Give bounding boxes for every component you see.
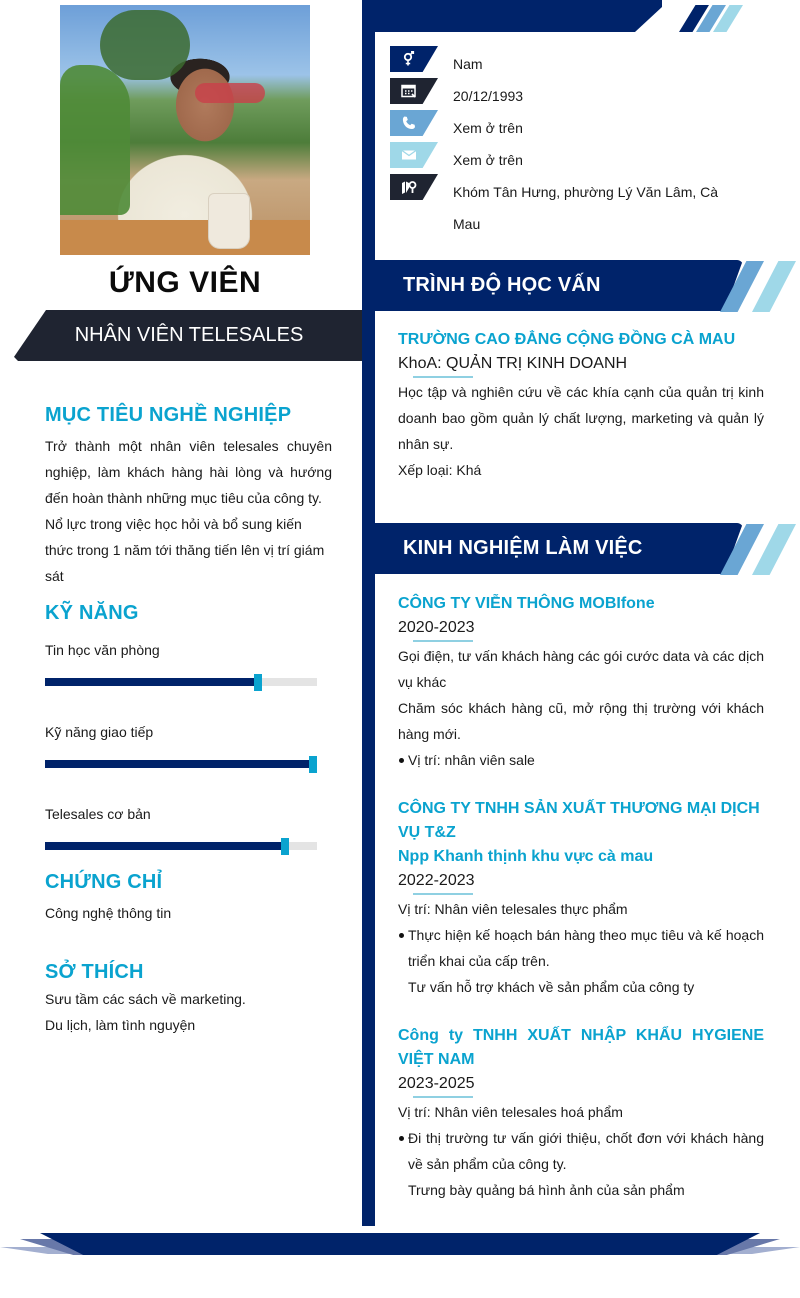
map-icon xyxy=(390,174,438,200)
job-bullet: Vị trí: nhân viên sale xyxy=(398,747,764,773)
skill-name: Telesales cơ bản xyxy=(45,806,151,822)
job-bullet: Thực hiện kế hoạch bán hàng theo mục tiêu và kế hoạch triển khai của cấp trên. xyxy=(398,922,764,974)
experience-entry xyxy=(398,797,764,1000)
hobbies-title: SỞ THÍCH xyxy=(45,961,144,983)
objective-title: MỤC TIÊU NGHỀ NGHIỆP xyxy=(45,404,292,426)
skill-bar-fill xyxy=(45,678,257,686)
job-period: 2020-2023 xyxy=(398,616,475,640)
top-banner xyxy=(362,0,662,32)
objective-text: Trở thành một nhân viên telesales chuyên nghiệp, làm khách hàng hài lòng và hướng đến hoàn thành những mục tiêu của công ty. xyxy=(45,438,332,506)
job-period: 2023-2025 xyxy=(398,1072,475,1096)
job-description: Chăm sóc khách hàng cũ, mở rộng thị trường với khách hàng mới. xyxy=(398,700,764,742)
certificates-title: CHỨNG CHỈ xyxy=(45,871,163,893)
skill-name: Kỹ năng giao tiếp xyxy=(45,724,154,740)
school-name: TRƯỜNG CAO ĐẲNG CỘNG ĐỒNG CÀ MAU xyxy=(398,331,736,348)
candidate-role: NHÂN VIÊN TELESALES xyxy=(74,324,304,346)
skill-bar xyxy=(45,760,317,768)
gender-value: Nam xyxy=(453,56,483,72)
skill-bar-handle xyxy=(254,674,262,691)
hobbies-section xyxy=(45,961,332,1038)
job-extra: Tư vấn hỗ trợ khách về sản phẩm của công ty xyxy=(408,979,695,995)
vertical-divider xyxy=(362,0,375,1226)
email-value: Xem ở trên xyxy=(453,152,523,168)
job-extra: Trưng bày quảng bá hình ảnh của sản phẩm xyxy=(408,1182,685,1198)
skill-item xyxy=(45,805,332,850)
experience-entry xyxy=(398,1024,764,1203)
education-title: TRÌNH ĐỘ HỌC VẤN xyxy=(403,274,601,296)
birthday-value: 20/12/1993 xyxy=(453,88,524,104)
certificates-section xyxy=(45,871,332,926)
skill-item xyxy=(45,641,332,686)
bottom-banner xyxy=(0,1233,800,1255)
education-entry xyxy=(398,328,764,483)
major: KhoA: QUẢN TRỊ KINH DOANH xyxy=(398,352,627,376)
job-position: Vị trí: Nhân viên telesales thực phẩm xyxy=(398,901,628,917)
candidate-photo xyxy=(60,5,310,255)
experience-entry xyxy=(398,592,764,773)
skill-name: Tin học văn phòng xyxy=(45,642,160,658)
phone-icon xyxy=(390,110,438,136)
experience-title: KINH NGHIỆM LÀM VIỆC xyxy=(403,537,643,559)
job-period: 2022-2023 xyxy=(398,869,475,893)
company-name: CÔNG TY TNHH SẢN XUẤT THƯƠNG MẠI DỊCH VỤ T&Z xyxy=(398,800,760,841)
skill-bar-handle xyxy=(281,838,289,855)
skill-bar-fill xyxy=(45,760,317,768)
certificate-item: Công nghệ thông tin xyxy=(45,905,172,921)
job-description: Gọi điện, tư vấn khách hàng các gói cước data và các dịch vụ khác xyxy=(398,648,764,690)
email-icon xyxy=(390,142,438,168)
skill-bar xyxy=(45,678,317,686)
company-branch: Npp Khanh thịnh khu vực cà mau xyxy=(398,848,654,865)
education-description: Học tập và nghiên cứu về các khía cạnh của quản trị kinh doanh bao gồm quản lý chất lượng, marketing và quản lý nhân sự. xyxy=(398,384,764,452)
candidate-name: ỨNG VIÊN xyxy=(108,266,262,299)
education-grade: Xếp loại: Khá xyxy=(398,462,482,478)
gender-icon xyxy=(390,46,438,72)
job-bullet: Đi thị trường tư vấn giới thiệu, chốt đơn với khách hàng về sản phẩm của công ty. xyxy=(398,1125,764,1177)
objective-section xyxy=(45,404,332,589)
skill-item xyxy=(45,723,332,768)
skills-title: KỸ NĂNG xyxy=(45,602,139,624)
address-value: Khóm Tân Hưng, phường Lý Văn Lâm, Cà Mau xyxy=(453,184,719,232)
company-name: Công ty TNHH XUẤT NHẬP KHẨU HYGIENE VIỆT NAM xyxy=(398,1027,764,1068)
skill-bar-handle xyxy=(309,756,317,773)
calendar-icon xyxy=(390,78,438,104)
skills-section xyxy=(45,602,332,850)
objective-text-2: Nổ lực trong việc học hỏi và bổ sung kiến thức trong 1 năm tới thăng tiến lên vị trí giám sát xyxy=(45,516,325,584)
skill-bar xyxy=(45,842,317,850)
job-position: Vị trí: Nhân viên telesales hoá phẩm xyxy=(398,1104,623,1120)
hobby-item: Du lịch, làm tình nguyện xyxy=(45,1017,196,1033)
skill-bar-fill xyxy=(45,842,284,850)
company-name: CÔNG TY VIỄN THÔNG MOBIfone xyxy=(398,595,655,612)
hobby-item: Sưu tầm các sách về marketing. xyxy=(45,991,246,1007)
phone-value: Xem ở trên xyxy=(453,120,523,136)
